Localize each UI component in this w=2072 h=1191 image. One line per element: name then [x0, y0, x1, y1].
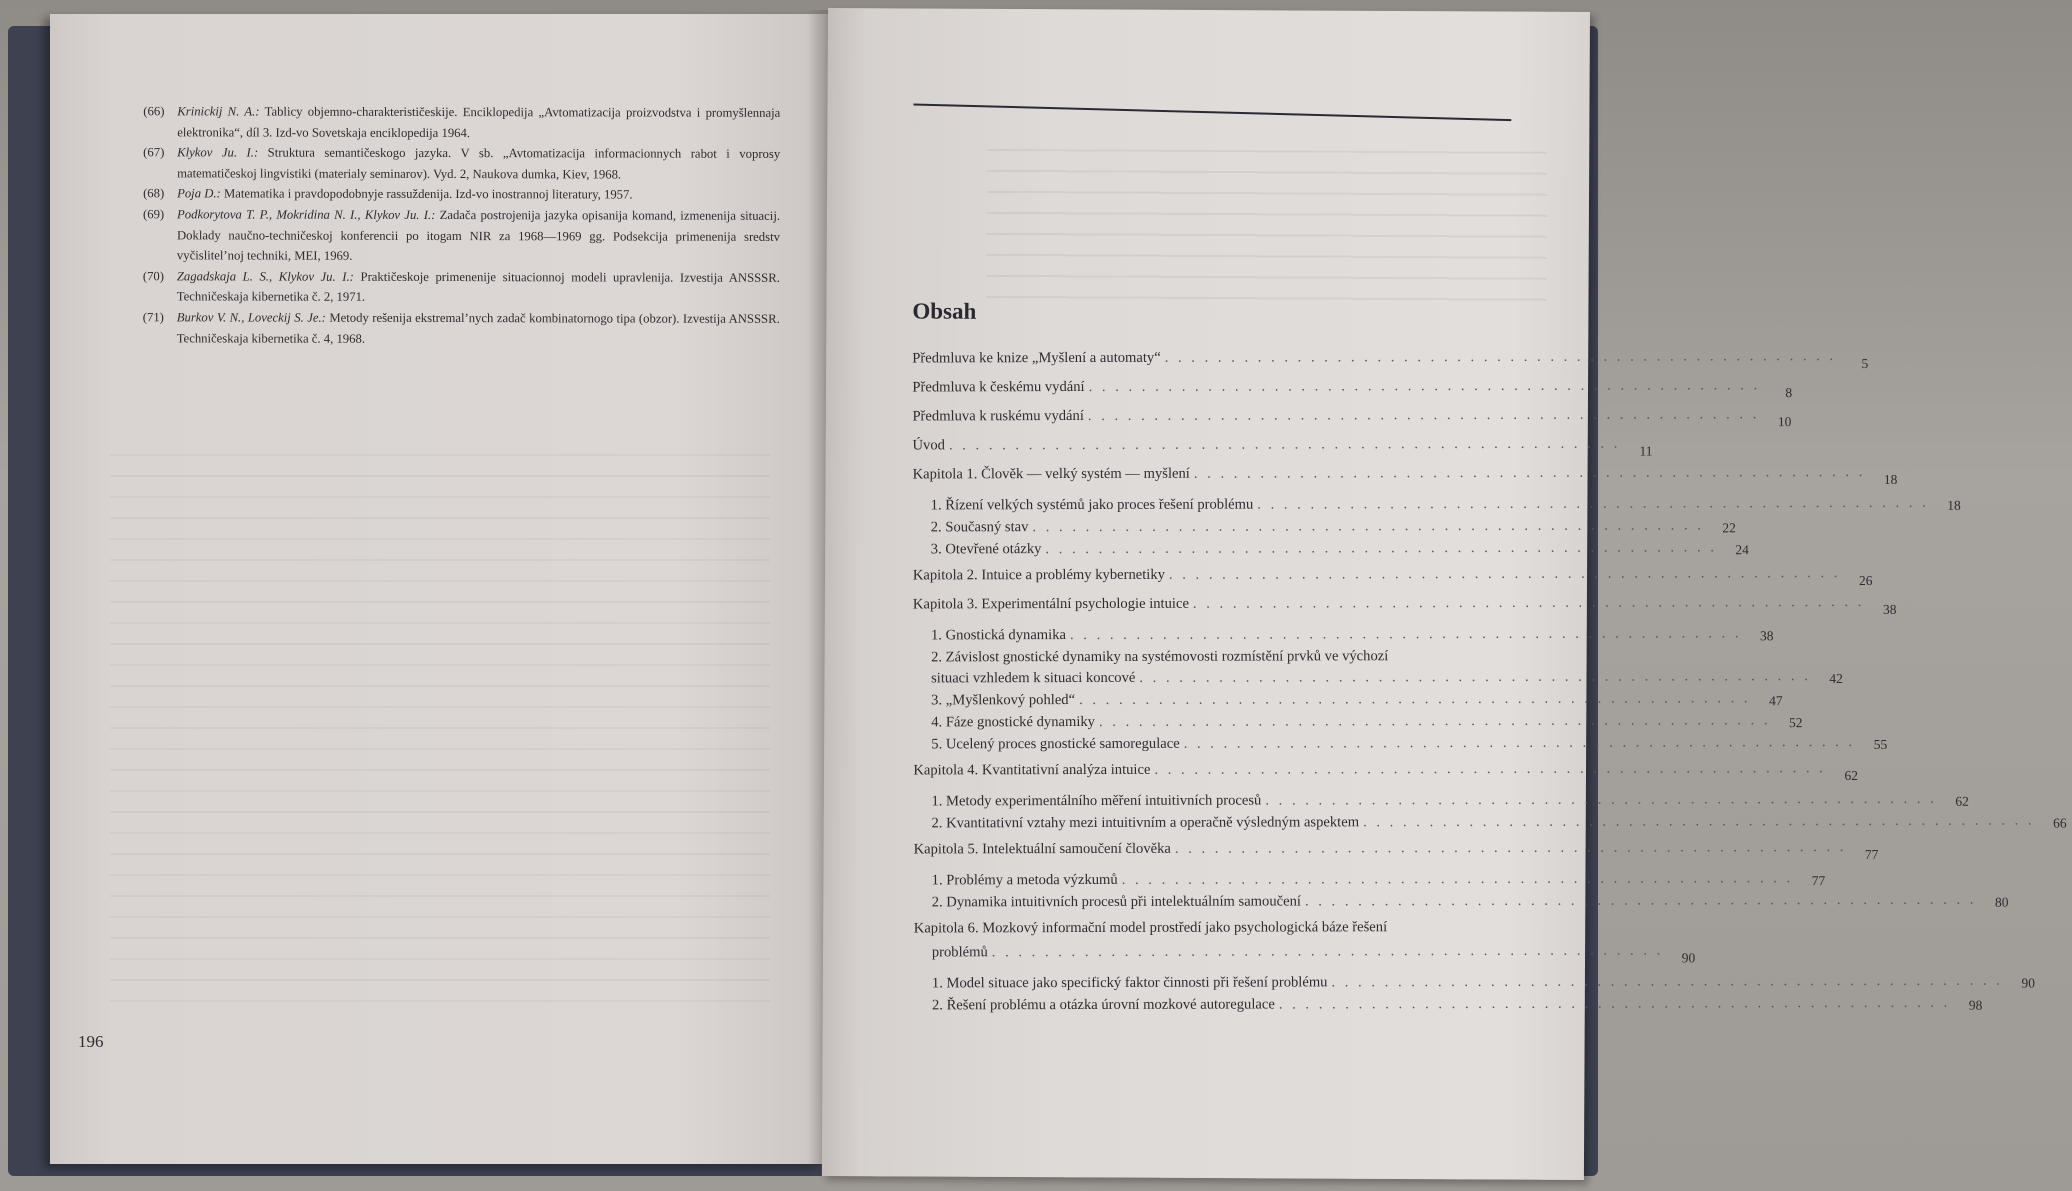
toc-title: Obsah [912, 298, 977, 324]
toc-subentry [913, 534, 1749, 558]
toc-entry-label: problémů [931, 944, 988, 961]
reference-item [95, 204, 780, 268]
toc-chapter [912, 560, 1873, 591]
reference-text: Praktičeskoje primenenije situacionnoj modeli upravlenija. Izvestija ANSSSR. Techničeskaja kibernetika č. 2, 1971. [176, 269, 780, 305]
page-number: 196 [78, 1032, 104, 1051]
toc-page-number: 90 [2021, 975, 2035, 991]
toc-subentry [913, 490, 1961, 514]
toc-chapter [912, 589, 1897, 620]
reference-number: (71) [142, 310, 164, 325]
reference-item [95, 266, 780, 309]
dot-leader: . . . . . . . . . . . . . . . . . . . . . . . . . . . . . . . . . . . . . . . . . . . . . . . . . . . [991, 942, 1664, 961]
reference-list [95, 101, 781, 350]
dot-leader: . . . . . . . . . . . . . . . . . . . . . . . . . . . . . . . . . . . . . . . . . . . . . . . . . . . [1087, 406, 1760, 424]
toc-subentry [913, 707, 1803, 731]
toc-page-number: 90 [1681, 950, 1696, 966]
dot-leader: . . . . . . . . . . . . . . . . . . . . . . . . . . . . . . . . . . . . . . . . . . . . . . . . . . . [1079, 690, 1751, 709]
toc-page-number: 24 [1735, 542, 1749, 558]
toc-entry-label: Úvod [912, 437, 945, 454]
reference-authors: Poja D.: [177, 186, 221, 201]
toc-page-number: 18 [1947, 497, 1961, 513]
toc-subentry [913, 729, 1888, 753]
toc-page-number: 55 [1873, 736, 1888, 752]
reference-text: Tablicy objemno-charakterističeskije. Enciklopedija „Avtomatizacija proizvodstva i promyšlennaja elektronika“, díl 3. Izd-vo Sovetskaja enciklopedija 1964. [177, 104, 781, 140]
toc-page-number: 18 [1883, 471, 1898, 487]
reference-authors: Krinickij N. A.: [177, 104, 260, 119]
reference-item [95, 183, 780, 205]
dot-leader: . . . . . . . . . . . . . . . . . . . . . . . . . . . . . . . . . . . . . . . . . . . . . . . . . . . [1168, 565, 1841, 583]
toc-subentry [914, 865, 1826, 889]
reference-text: Matematika i pravdopodobnyje rassuždenija. Izd-vo inostrannoj literatury, 1957. [223, 186, 633, 202]
toc-page-number: 80 [1994, 894, 2009, 910]
toc-subentry [913, 512, 1736, 536]
toc-chapter [914, 913, 1514, 939]
header-rule [913, 103, 1511, 121]
dot-leader: . . . . . . . . . . . . . . . . . . . . . . . . . . . . . . . . . . . . . . . . . . . . . . . . . . . [1183, 733, 1856, 752]
toc-page-number: 10 [1777, 414, 1792, 430]
toc-subentry [914, 968, 2035, 992]
toc-chapter [912, 401, 1792, 432]
toc-entry-label: 3. „Myšlenkový pohled“ [931, 692, 1076, 709]
table-of-contents [912, 343, 2067, 1014]
toc-entry-label: 2. Závislost gnostické dynamiky na systémovosti rozmístění prvků ve výchozí [931, 648, 1389, 666]
toc-chapter [913, 834, 1879, 865]
reference-number: (67) [143, 145, 165, 160]
toc-entry-label: 3. Otevřené otázky [930, 541, 1042, 558]
dot-leader: . . . . . . . . . . . . . . . . . . . . . . . . . . . . . . . . . . . . . . . . . . . . . . . . . . . [948, 435, 1621, 454]
toc-chapter [912, 459, 1898, 490]
reference-item [95, 307, 780, 350]
toc-entry-label: 4. Fáze gnostické dynamiky [931, 713, 1095, 731]
reference-item [95, 101, 780, 144]
reference-authors: Klykov Ju. I.: [177, 145, 259, 160]
toc-entry-label: 1. Řízení velkých systémů jako proces řešení problému [930, 496, 1254, 514]
toc-entry-label: Kapitola 4. Kvantitativní analýza intuice [913, 761, 1151, 779]
dot-leader: . . . . . . . . . . . . . . . . . . . . . . . . . . . . . . . . . . . . . . . . . . . . . . . . . . . [1265, 790, 1937, 809]
toc-entry-label: 2. Současný stav [930, 519, 1029, 536]
toc-entry-label: 1. Gnostická dynamika [930, 627, 1066, 644]
show-through-text [110, 454, 770, 1014]
toc-page-number: 77 [1864, 846, 1879, 862]
toc-chapter [912, 430, 1653, 461]
toc-subentry [913, 620, 1774, 644]
toc-chapter [912, 343, 1869, 374]
toc-page-number: 38 [1759, 628, 1774, 644]
toc-page-number: 66 [2053, 815, 2067, 831]
toc-entry-label: Kapitola 5. Intelektuální samoučení člověka [913, 840, 1171, 858]
reference-text: Metody rešenija ekstremal’nych zadač kombinatornogo tipa (obzor). Izvestija ANSSSR. Techničeskaja kibernetika č. 4, 1968. [176, 310, 780, 346]
toc-entry-label: Kapitola 2. Intuice a problémy kybernetiky [912, 566, 1165, 584]
toc-page-number: 77 [1811, 873, 1826, 889]
toc-subentry [913, 685, 1783, 709]
reference-number: (70) [142, 268, 165, 284]
show-through-text [986, 149, 1547, 312]
reference-number: (69) [143, 207, 165, 222]
toc-entry-label: Předmluva k ruskému vydání [912, 407, 1084, 425]
dot-leader: . . . . . . . . . . . . . . . . . . . . . . . . . . . . . . . . . . . . . . . . . . . . . . . . . . . [1088, 377, 1761, 395]
reference-number: (66) [143, 104, 165, 119]
left-page [50, 14, 828, 1164]
dot-leader: . . . . . . . . . . . . . . . . . . . . . . . . . . . . . . . . . . . . . . . . . . . . . . . . . . . [1363, 812, 2035, 831]
dot-leader: . . . . . . . . . . . . . . . . . . . . . . . . . . . . . . . . . . . . . . . . . . . . . . . . . . . [1098, 712, 1771, 730]
right-page [822, 8, 2067, 1180]
toc-entry-label: 5. Ucelený proces gnostické samoregulace [931, 735, 1180, 753]
reference-authors: Burkov V. N., Loveckij S. Je.: [176, 310, 326, 325]
toc-entry-label: 1. Metody experimentálního měření intuitivních procesů [931, 792, 1262, 810]
toc-page-number: 38 [1882, 601, 1897, 617]
dot-leader: . . . . . . . . . . . . . . . . . . . . . . . . . . . . . . . . . . . . . . . . . . . . . . . . . . . [1121, 870, 1794, 888]
toc-entry-label: 2. Dynamika intuitivních procesů při intelektuálním samoučení [931, 893, 1301, 911]
toc-subentry [913, 642, 1513, 665]
dot-leader: . . . . . . . . . . . . . . . . . . . . . . . . . . . . . . . . . . . . . . . . . . . . . . . . . . . [1192, 593, 1865, 612]
toc-chapter [912, 372, 1793, 403]
toc-entry-label: Kapitola 6. Mozkový informační model prostředí jako psychologická báze řešení [913, 919, 1388, 937]
dot-leader: . . . . . . . . . . . . . . . . . . . . . . . . . . . . . . . . . . . . . . . . . . . . . . . . . . . [1069, 625, 1742, 644]
dot-leader: . . . . . . . . . . . . . . . . . . . . . . . . . . . . . . . . . . . . . . . . . . . . . . . . . . . [1174, 839, 1847, 857]
dot-leader: . . . . . . . . . . . . . . . . . . . . . . . . . . . . . . . . . . . . . . . . . . . . . . . . . . . [1278, 994, 1951, 1013]
toc-page-number: 42 [1829, 671, 1843, 687]
toc-entry-continuation [914, 937, 1696, 968]
toc-page-number: 62 [1955, 793, 1969, 809]
reference-authors: Zagadskaja L. S., Klykov Ju. I.: [176, 269, 354, 284]
reference-text: Zadača postrojenija jazyka opisanija komand, izmenenija situacij. Doklady naučno-techničeskoj konferencii po itogam NIR za 1968—1969 gg. Podsekcija primenenija sredstv vyčislitel’noj techniki, MEI, 1969. [176, 207, 781, 263]
reference-authors: Podkorytova T. P., Mokridina N. I., Klykov Ju. I.: [177, 207, 436, 222]
reference-item [95, 142, 780, 185]
toc-entry-label: Předmluva k českému vydání [912, 378, 1085, 396]
dot-leader: . . . . . . . . . . . . . . . . . . . . . . . . . . . . . . . . . . . . . . . . . . . . . . . . . . . [1193, 463, 1866, 482]
toc-entry-label: situaci vzhledem k situaci koncové [931, 669, 1136, 687]
toc-page-number: 22 [1722, 520, 1736, 536]
toc-subentry [914, 887, 2009, 911]
toc-entry-label: 2. Řešení problému a otázka úrovní mozkové autoregulace [931, 996, 1275, 1014]
dot-leader: . . . . . . . . . . . . . . . . . . . . . . . . . . . . . . . . . . . . . . . . . . . . . . . . . . . [1045, 539, 1717, 558]
dot-leader: . . . . . . . . . . . . . . . . . . . . . . . . . . . . . . . . . . . . . . . . . . . . . . . . . . . [1257, 494, 1929, 513]
reference-text: Struktura semantičeskogo jazyka. V sb. „Avtomatizacija informacionnych rabot i voprosy matematičeskoj lingvistiki (materialy seminarov). Vyd. 2, Naukova dumka, Kiev, 1968. [177, 145, 781, 182]
toc-page-number: 5 [1861, 355, 1869, 371]
toc-entry-label: 1. Model situace jako specifický faktor činnosti při řešení problému [931, 974, 1328, 992]
toc-entry-label: Kapitola 1. Člověk — velký systém — myšlení [912, 465, 1190, 483]
toc-page-number: 52 [1788, 715, 1803, 731]
toc-entry-label: Předmluva ke knize „Myšlení a automaty“ [912, 349, 1161, 367]
toc-page-number: 98 [1968, 997, 1983, 1013]
dot-leader: . . . . . . . . . . . . . . . . . . . . . . . . . . . . . . . . . . . . . . . . . . . . . . . . . . . [1032, 517, 1704, 536]
toc-page-number: 26 [1858, 572, 1873, 588]
toc-entry-label: Kapitola 3. Experimentální psychologie intuice [912, 595, 1189, 613]
toc-subentry [913, 786, 1969, 810]
toc-entry-continuation [913, 663, 1843, 687]
dot-leader: . . . . . . . . . . . . . . . . . . . . . . . . . . . . . . . . . . . . . . . . . . . . . . . . . . . [1154, 760, 1826, 778]
toc-entry-label: 1. Problémy a metoda výzkumů [931, 871, 1118, 889]
toc-chapter [913, 755, 1858, 786]
dot-leader: . . . . . . . . . . . . . . . . . . . . . . . . . . . . . . . . . . . . . . . . . . . . . . . . . . . [1304, 891, 1977, 910]
toc-subentry [914, 990, 1983, 1014]
reference-number: (68) [143, 186, 165, 201]
dot-leader: . . . . . . . . . . . . . . . . . . . . . . . . . . . . . . . . . . . . . . . . . . . . . . . . . . . [1139, 668, 1811, 686]
toc-page-number: 11 [1639, 443, 1653, 459]
dot-leader: . . . . . . . . . . . . . . . . . . . . . . . . . . . . . . . . . . . . . . . . . . . . . . . . . . . [1331, 972, 2003, 991]
toc-page-number: 62 [1844, 767, 1858, 784]
toc-entry-label: 2. Kvantitativní vztahy mezi intuitivním a operačně výsledným aspektem [931, 814, 1360, 832]
toc-page-number: 8 [1785, 385, 1793, 401]
dot-leader: . . . . . . . . . . . . . . . . . . . . . . . . . . . . . . . . . . . . . . . . . . . . . . . . . . . [1164, 348, 1837, 366]
toc-subentry [913, 808, 2067, 832]
toc-page-number: 47 [1769, 693, 1783, 709]
